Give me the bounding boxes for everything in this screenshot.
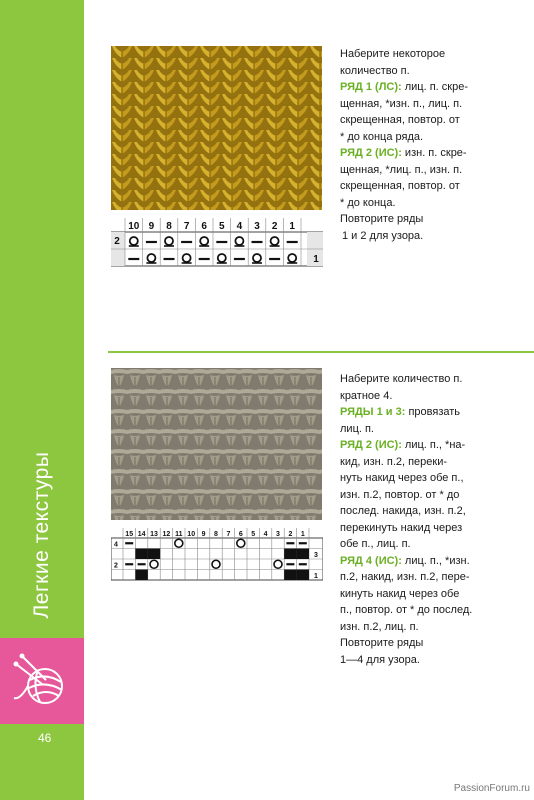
instruction-line: кратное 4. <box>340 389 393 402</box>
instruction-line: 1 и 2 для узора. <box>342 229 424 242</box>
no-stitch-cell <box>284 570 296 581</box>
chart-column-number: 8 <box>166 221 172 232</box>
instruction-line: щенная, *изн. п., лиц. п. <box>340 97 463 110</box>
chart-column-number: 10 <box>187 531 196 538</box>
no-stitch-cell <box>297 570 309 581</box>
pattern-1-instructions <box>340 46 500 244</box>
section-divider <box>108 351 534 353</box>
instruction-line: скрещенная, повтор. от <box>340 114 460 126</box>
chart-column-number: 11 <box>175 531 183 538</box>
chart-column-number: 5 <box>219 221 225 232</box>
instruction-line: п.2, накид, изн. п.2, пере- <box>340 571 470 583</box>
chart-column-number: 4 <box>236 221 243 232</box>
instruction-line: перекинуть накид через <box>340 521 463 534</box>
instruction-line: послед. накида, изн. п.2, <box>340 505 466 517</box>
instruction-line: изн. п.2, лиц. п. <box>340 620 419 633</box>
instruction-line: Повторите ряды <box>340 637 424 649</box>
pattern-2-instructions <box>340 371 500 668</box>
stitch-chart-1 <box>111 218 323 268</box>
instruction-line: лиц. п. <box>340 422 374 435</box>
chart-column-number: 13 <box>150 531 158 538</box>
chart-column-number: 14 <box>137 531 146 538</box>
yarn-ball-icon <box>12 650 72 710</box>
instruction-line: * до конца. <box>340 196 396 209</box>
instruction-line: РЯД 2 (ИС): изн. п. скре- <box>340 147 467 159</box>
no-stitch-cell <box>148 549 160 560</box>
instruction-line: 1—4 для узора. <box>340 653 420 666</box>
instruction-line: кид, изн. п.2, переки- <box>340 455 448 468</box>
no-stitch-cell <box>297 549 309 560</box>
instruction-line: изн. п.2, повтор. от * до <box>340 488 460 501</box>
chart-column-number: 10 <box>128 221 140 232</box>
instruction-line: Наберите количество п. <box>340 373 463 385</box>
chart-row-number: 2 <box>114 236 120 247</box>
page-number: 46 <box>38 731 52 745</box>
chart-column-number: 9 <box>148 221 155 232</box>
instruction-line: щенная, *лиц. п., изн. п. <box>340 163 463 176</box>
chart-column-number: 2 <box>271 221 278 232</box>
section-icon-box <box>0 638 84 724</box>
no-stitch-cell <box>135 570 147 581</box>
section-title: Легкие текстуры <box>30 451 53 619</box>
chart-column-number: 12 <box>162 531 171 538</box>
stitch-chart-2 <box>111 528 323 584</box>
instruction-line: кинуть накид через обе <box>340 587 460 600</box>
instruction-line: п., повтор. от * до послед. <box>340 604 473 616</box>
chart-column-number: 8 <box>214 531 218 538</box>
chart-row-number: 1 <box>314 572 318 580</box>
no-stitch-cell <box>284 549 296 560</box>
instruction-line: нуть накид через обе п., <box>340 472 464 484</box>
chart-column-number: 5 <box>251 531 256 538</box>
chart-row-number: 3 <box>314 551 318 559</box>
chart-column-number: 7 <box>226 531 231 538</box>
chart-column-number: 3 <box>254 221 260 232</box>
chart-row-number: 1 <box>313 254 319 265</box>
chart-column-number: 6 <box>201 221 207 232</box>
chart-column-number: 3 <box>276 531 280 538</box>
chart-row-number: 2 <box>114 562 118 570</box>
instruction-line: скрещенная, повтор. от <box>340 180 460 192</box>
no-stitch-cell <box>135 549 147 560</box>
watermark: PassionForum.ru <box>453 783 530 794</box>
chart-column-number: 1 <box>300 531 305 538</box>
instruction-line: РЯД 2 (ИС): лиц. п., *на- <box>340 439 466 451</box>
instruction-line: РЯД 4 (ИС): лиц. п., *изн. <box>340 554 470 567</box>
instruction-line: Повторите ряды <box>340 213 424 225</box>
chart-row-number: 4 <box>114 541 118 549</box>
knit-photo-texture <box>111 368 322 520</box>
chart-column-number: 9 <box>201 531 206 538</box>
chart-column-number: 2 <box>288 531 293 538</box>
chart-column-number: 7 <box>183 221 190 232</box>
instruction-line: РЯД 1 (ЛС): лиц. п. скре- <box>340 81 468 93</box>
chart-column-number: 15 <box>125 531 134 538</box>
knit-photo-twisted-rib <box>111 46 322 210</box>
instruction-line: * до конца ряда. <box>340 130 424 143</box>
instruction-line: обе п., лиц. п. <box>340 538 411 550</box>
chart-column-number: 6 <box>238 531 243 538</box>
instruction-line: количество п. <box>340 64 410 77</box>
chart-column-number: 1 <box>289 221 295 232</box>
chart-column-number: 4 <box>263 531 268 538</box>
instruction-line: РЯДЫ 1 и 3: провязать <box>340 406 461 418</box>
instruction-line: Наберите некоторое <box>340 48 446 60</box>
sidebar <box>0 0 84 800</box>
